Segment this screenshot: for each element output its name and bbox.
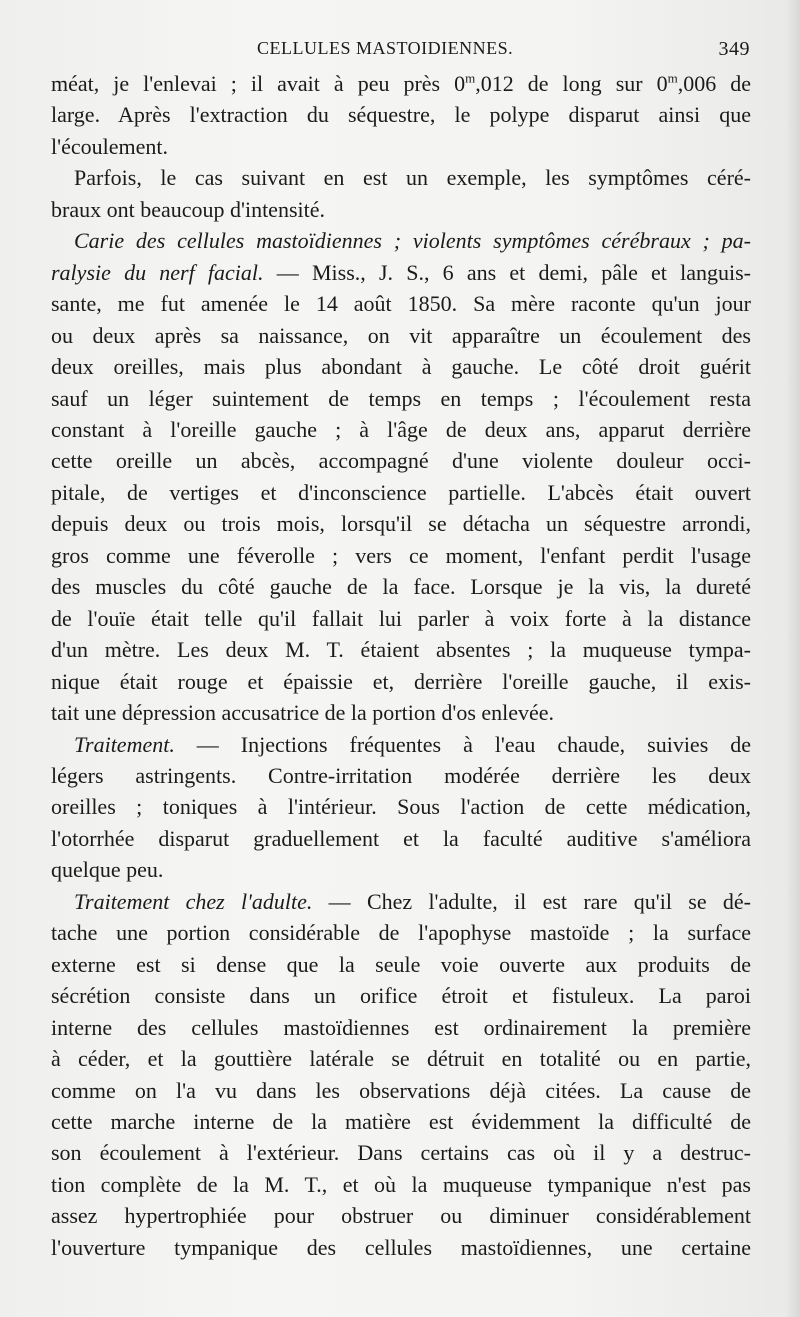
text-line: tait une dépression accusatrice de la portion d'os enlevée. [51,700,555,726]
text-line: nique était rouge et épaissie et, derrière l'oreille gauche, il exis- [51,668,751,694]
section-label: Traitement. [74,731,175,757]
text-segment: — Miss., J. S., 6 ans et demi, pâle et languis- [263,259,751,285]
text-line: quelque peu. [51,857,164,883]
text-line: comme on l'a vu dans les observations déjà citées. La cause de [51,1077,751,1103]
text-line: assez hypertrophiée pour obstruer ou diminuer considérablement [51,1203,751,1229]
text-line: l'écoulement. [51,133,168,159]
text-line: l'ouverture tympanique des cellules mastoïdiennes, une certaine [51,1234,751,1260]
text-line: légers astringents. Contre-irritation modérée derrière les deux [51,762,751,788]
text-line: braux ont beaucoup d'intensité. [51,196,326,222]
text-line: large. Après l'extraction du séquestre, le polype disparut ainsi que [51,102,751,128]
text-line: sauf un léger suintement de temps en temps ; l'écoulement resta [51,385,751,411]
text-line: tache une portion considérable de l'apophyse mastoïde ; la surface [51,920,751,946]
text-line: deux oreilles, mais plus abondant à gauche. Le côté droit guérit [51,354,751,380]
text-line: interne des cellules mastoïdiennes est ordinairement la première [51,1014,751,1040]
section-label: Traitement chez l'adulte. [74,888,313,914]
running-title: CELLULES MASTOIDIENNES. [257,38,514,58]
text-line: méat, je l'enlevai ; il avait à peu près 0$^m$,012 de long sur 0$^m$,006 de [51,70,751,96]
text-segment: — Chez l'adulte, il est rare qu'il se dé- [312,888,751,914]
text-segment: — Injections fréquentes à l'eau chaude, suivies de [174,731,751,757]
text-line: Parfois, le cas suivant en est un exemple, les symptômes céré- [74,165,751,191]
text-line: sante, me fut amenée le 14 août 1850. Sa mère raconte qu'un jour [51,291,751,317]
text-line [51,257,751,288]
text-line: sécrétion consiste dans un orifice étroit et fistuleux. La paroi [51,983,751,1009]
text-line: cette marche interne de la matière est évidemment la difficulté de [51,1108,751,1134]
text-line: cette oreille un abcès, accompagné d'une violente douleur occi- [51,448,751,474]
text-line [51,886,751,917]
text-line: pitale, de vertiges et d'inconscience partielle. L'abcès était ouvert [51,479,751,505]
text-line: son écoulement à l'extérieur. Dans certains cas où il y a destruc- [51,1140,751,1166]
text-line: de l'ouïe était telle qu'il fallait lui parler à voix forte à la distance [51,605,751,631]
text-line [51,225,751,256]
case-title-end: ralysie du nerf facial. [51,259,264,285]
text-line: d'un mètre. Les deux M. T. étaient absentes ; la muqueuse tympa- [51,637,751,663]
page-header [52,30,750,62]
text-line: ou deux après sa naissance, on vit apparaître un écoulement des [51,322,751,348]
text-line: oreilles ; toniques à l'intérieur. Sous l'action de cette médication, [51,794,751,820]
text-line: l'otorrhée disparut graduellement et la faculté auditive s'améliora [51,825,751,851]
text-line: à céder, et la gouttière latérale se détruit en totalité ou en partie, [51,1046,751,1072]
text-line: tion complète de la M. T., et où la muqueuse tympanique n'est pas [51,1171,751,1197]
text-line: depuis deux ou trois mois, lorsqu'il se détacha un séquestre arrondi, [51,511,751,537]
page-edge-shadow [786,0,800,1317]
text-line [51,729,751,760]
text-line: des muscles du côté gauche de la face. Lorsque je la vis, la dureté [51,574,751,600]
text-line: externe est si dense que la seule voie ouverte aux produits de [51,951,751,977]
text-line: constant à l'oreille gauche ; à l'âge de deux ans, apparut derrière [51,416,751,442]
case-title: Carie des cellules mastoïdiennes ; violents symptômes cérébraux ; pa- [74,228,751,254]
page-number: 349 [718,38,750,60]
body-text [51,68,751,1263]
text-line: gros comme une féverolle ; vers ce moment, l'enfant perdit l'usage [51,542,751,568]
